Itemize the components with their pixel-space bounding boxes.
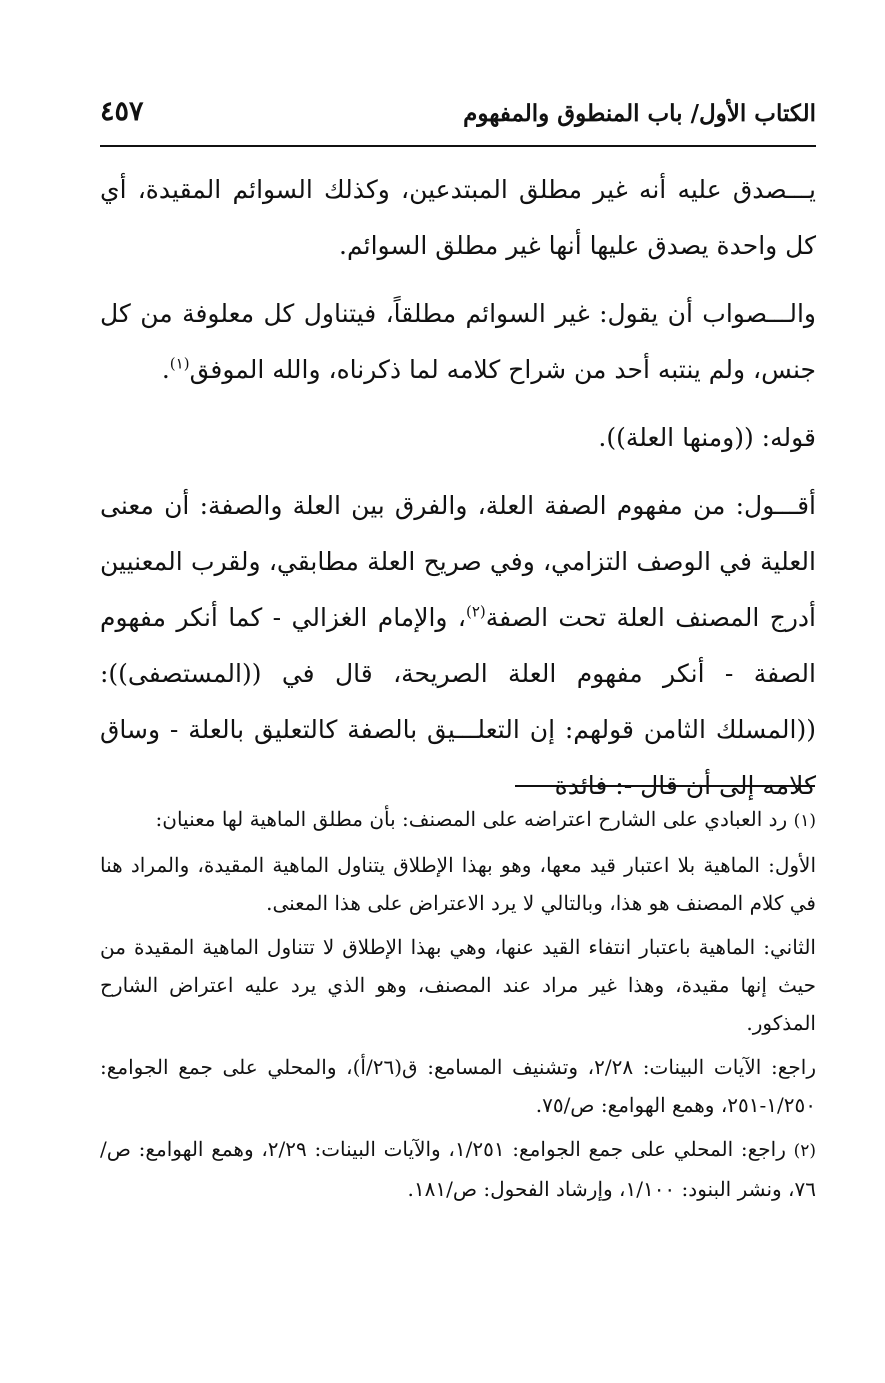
main-text (100, 162, 816, 826)
footnote-1: (١) رد العبادي على الشارح اعتراضه على المصنف: بأن مطلق الماهية لها معنيان: (155, 807, 816, 831)
paragraph-1: يـــصدق عليه أنه غير مطلق المبتدعين، وكذلك السوائم المقيدة، أي كل واحدة يصدق عليها أنها غير مطلق السوائم. (100, 175, 816, 260)
footnote-rule (515, 785, 815, 787)
footnote-1-second-meaning: الثاني: الماهية باعتبار انتفاء القيد عنها، وهي بهذا الإطلاق لا تتناول الماهية المقيدة من حيث إنها مقيدة، وهذا غير مراد عند المصنف، وهو الذي يرد عليه اعتراض الشارح المذكور. (100, 935, 816, 1035)
footnote-2: (٢) راجع: المحلي على جمع الجوامع: ١/٢٥١، والآيات البينات: ٢/٢٩، وهمع الهوامع: ص/٧٦، ونشر البنود: ١/١٠٠، وإرشاد الفحول: ص/١٨١. (100, 1137, 817, 1201)
running-header (100, 96, 816, 136)
paragraph-4: أقـــول: من مفهوم الصفة العلة، والفرق بين العلة والصفة: أن معنى العلية في الوصف التزامي، وفي صريح العلة مطابقي، ولقرب المعنيين أدرج المصنف العلة تحت الصفة$^{(٢)}$، والإمام الغزالي - كما أنكر مفهوم الصفة - أنكر مفهوم العلة الصريحة، قال في ((المستصفى)): ((المسلك الثامن قولهم: إن التعلـــيق بالصفة كالتعليق بالعلة - وساق كلامه إلى أن قال -: فائدة (100, 491, 816, 800)
header-rule (100, 145, 816, 147)
footnotes (100, 800, 816, 1214)
paragraph-2: والـــصواب أن يقول: غير السوائم مطلقاً، فيتناول كل معلوفة من كل جنس، ولم ينتبه أحد من شراح كلامه لما ذكرناه، والله الموفق$^{(١)}$. (100, 299, 816, 384)
footnote-ref-1: (١) (169, 354, 190, 373)
footnote-1-references: راجع: الآيات البينات: ٢/٢٨، وتشنيف المسامع: ق(٢٦/أ)، والمحلي على جمع الجوامع: ١/٢٥٠-٢٥١، وهمع الهوامع: ص/٧٥. (100, 1055, 816, 1117)
footnote-1-first-meaning: الأول: الماهية بلا اعتبار قيد معها، وهو بهذا الإطلاق يتناول الماهية المقيدة، والمراد هنا في كلام المصنف هو هذا، وبالتالي لا يرد الاعتراض على هذا المعنى. (100, 853, 816, 915)
footnote-ref-2: (٢) (465, 602, 486, 621)
page-number: ٤٥٧ (100, 96, 144, 127)
paragraph-3: قوله: ((ومنها العلة)). (598, 423, 816, 452)
footnote-1-mark: (١) (793, 811, 816, 831)
footnote-2-mark: (٢) (793, 1141, 817, 1161)
chapter-title: الكتاب الأول/ باب المنطوق والمفهوم (463, 100, 816, 127)
